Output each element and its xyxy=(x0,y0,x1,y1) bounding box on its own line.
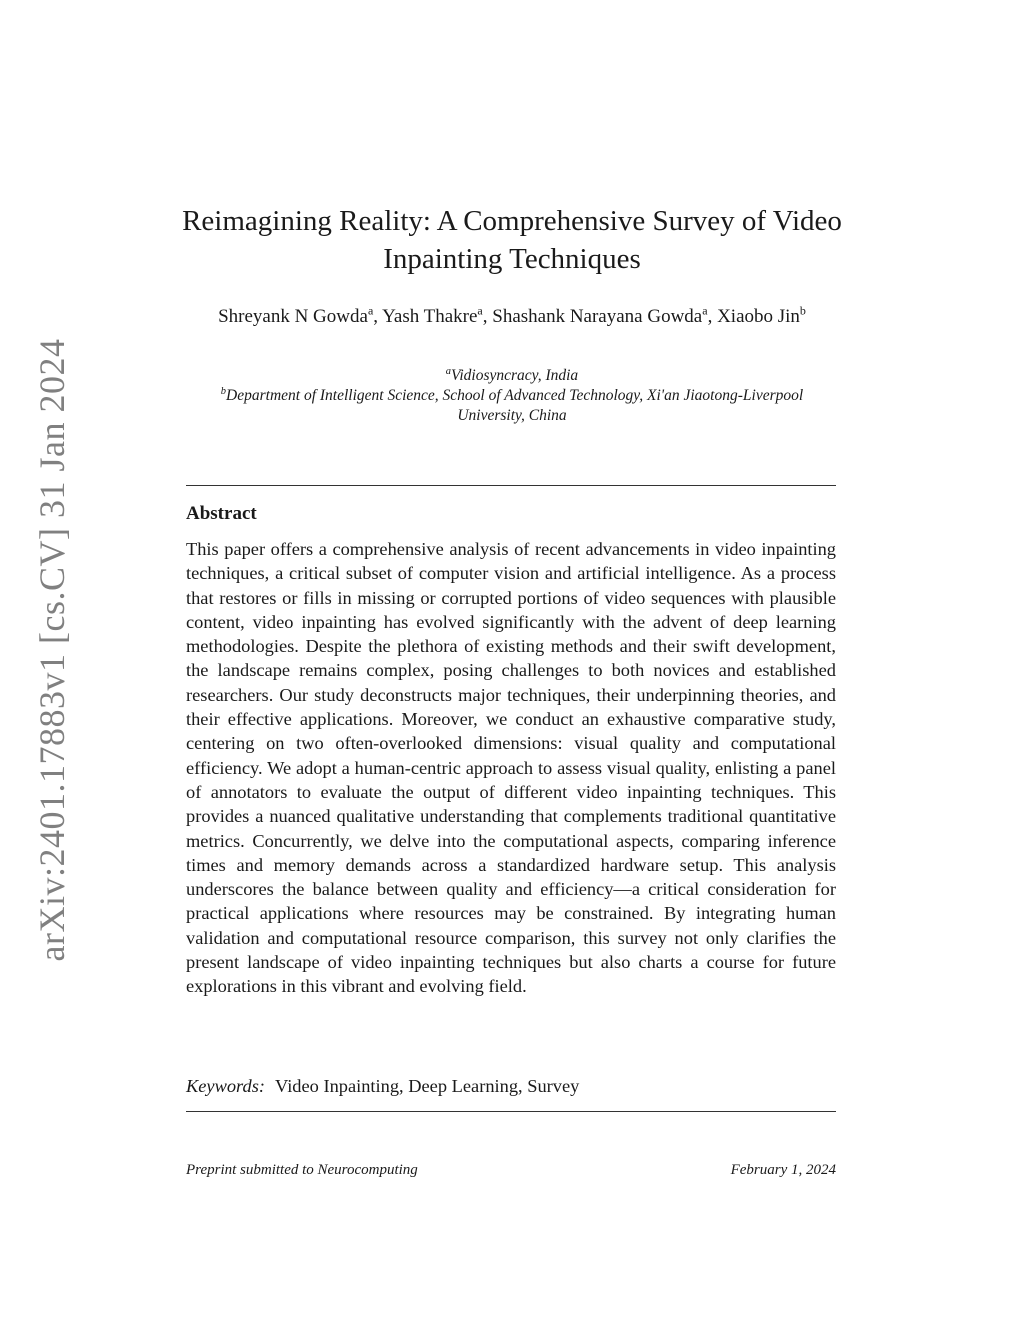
author-affil-mark: a xyxy=(477,303,483,318)
author-name: Shashank Narayana Gowda xyxy=(492,306,703,327)
affiliation-text: Department of Intelligent Science, School of Advanced Technology, Xi'an Jiaotong-Liverpool University, China xyxy=(226,387,804,424)
abstract-top-divider xyxy=(186,485,836,486)
author-list: Shreyank N Gowda$^a$, Yash Thakre$^a$, Shashank Narayana Gowda$^a$, Xiaobo Jin$^b$ xyxy=(218,303,806,327)
author-name: Shreyank N Gowda xyxy=(218,306,368,327)
footer-date: February 1, 2024 xyxy=(730,1162,836,1178)
arxiv-identifier[interactable]: arXiv:2401.17883v1 [cs.CV] 31 Jan 2024 xyxy=(32,338,72,962)
affiliation-item xyxy=(200,386,824,426)
footer-journal-note: Preprint submitted to Neurocomputing xyxy=(186,1162,418,1178)
arxiv-side-stamp xyxy=(12,338,92,962)
affiliation-mark: b xyxy=(220,385,227,397)
author-affil-mark: a xyxy=(702,303,708,318)
keywords-value: Video Inpainting, Deep Learning, Survey xyxy=(275,1076,580,1096)
abstract-bottom-divider xyxy=(186,1111,836,1112)
keywords-label: Keywords: xyxy=(186,1076,266,1096)
author-name: Yash Thakre xyxy=(382,306,478,327)
affiliation-item xyxy=(200,366,824,386)
abstract-body: This paper offers a comprehensive analysis of recent advancements in video inpainting techniques, a critical subset of computer vision and artificial intelligence. As a process that restores or fills in missing or corrupted portions of video sequences with plausible content, video inpainting has evolved significantly with the advent of deep learning methodologies. Despite the plethora of existing methods and their swift development, the landscape remains complex, posing challenges to both novices and established researchers. Our study deconstructs major techniques, their underpinning theories, and their effective applications. Moreover, we conduct an exhaustive comparative study, centering on two often-overlooked dimensions: visual quality and computational efficiency. We adopt a human-centric approach to assess visual quality, enlisting a panel of annotators to evaluate the output of different video inpainting techniques. This provides a nuanced qualitative understanding that complements traditional quantitative metrics. Concurrently, we delve into the computational aspects, comparing inference times and memory demands across a standardized hardware setup. This analysis underscores the balance between quality and efficiency—a critical consideration for practical applications where resources may be constrained. By integrating human validation and computational resource comparison, this survey not only clarifies the present landscape of video inpainting techniques but also charts a course for future explorations in this vibrant and evolving field. xyxy=(186,539,836,997)
author-affil-mark: a xyxy=(367,303,374,318)
keywords-line xyxy=(186,1074,836,1098)
affiliation-mark: a xyxy=(445,365,452,377)
paper-title: Reimagining Reality: A Comprehensive Survey of Video Inpainting Techniques xyxy=(182,205,842,275)
author-affil-mark: b xyxy=(799,303,806,318)
author-name: Xiaobo Jin xyxy=(717,306,800,327)
affiliation-text: Vidiosyncracy, India xyxy=(451,367,579,384)
affiliation-list xyxy=(200,366,824,426)
abstract-heading: Abstract xyxy=(186,503,257,524)
